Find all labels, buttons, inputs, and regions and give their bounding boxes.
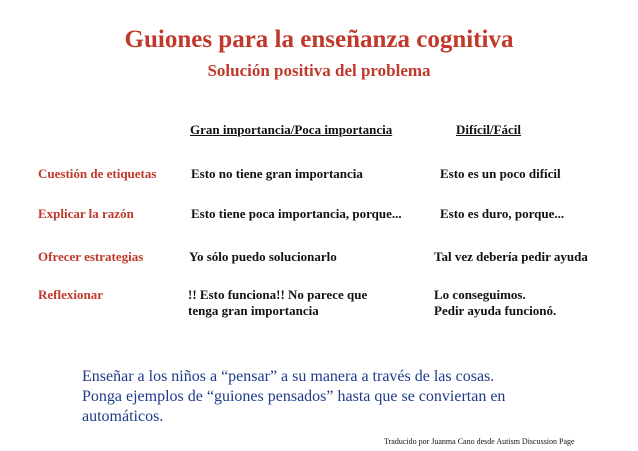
cell-line: Tal vez debería pedir ayuda bbox=[434, 249, 588, 264]
row-label-explicar-razon: Explicar la razón bbox=[38, 206, 134, 221]
column-header-importance: Gran importancia/Poca importancia bbox=[190, 122, 393, 137]
cell-line: Esto tiene poca importancia, porque... bbox=[191, 206, 402, 221]
cell-importance-4 bbox=[188, 287, 367, 319]
cell-line: Pedir ayuda funcionó. bbox=[434, 303, 557, 318]
teaching-note bbox=[82, 367, 552, 427]
cell-line: !! Esto funciona!! No parece que bbox=[188, 287, 368, 302]
column-header-difficulty: Difícil/Fácil bbox=[456, 122, 521, 137]
cell-line: Lo conseguimos. bbox=[434, 287, 526, 302]
slide-subtitle: Solución positiva del problema bbox=[207, 61, 431, 80]
note-line: automáticos. bbox=[82, 408, 164, 425]
note-line: Enseñar a los niños a “pensar” a su manera a través de las cosas. bbox=[82, 368, 495, 385]
cell-importance-2 bbox=[191, 206, 402, 222]
cell-difficulty-4 bbox=[434, 287, 556, 319]
cell-line: tenga gran importancia bbox=[188, 303, 319, 318]
cell-difficulty-3 bbox=[434, 249, 588, 265]
slide-title: Guiones para la enseñanza cognitiva bbox=[124, 26, 514, 53]
cell-difficulty-2 bbox=[440, 206, 564, 222]
note-line: Ponga ejemplos de “guiones pensados” hasta que se conviertan en bbox=[82, 388, 506, 405]
cell-line: Esto es un poco difícil bbox=[440, 166, 561, 181]
cell-difficulty-1 bbox=[440, 166, 561, 182]
row-label-ofrecer-estrategias: Ofrecer estrategias bbox=[38, 249, 144, 264]
translation-credit: Traducido por Juanma Cano desde Autism Discussion Page bbox=[384, 437, 575, 446]
cell-line: Esto no tiene gran importancia bbox=[191, 166, 363, 181]
cell-line: Esto es duro, porque... bbox=[440, 206, 565, 221]
row-label-cuestion-etiquetas: Cuestión de etiquetas bbox=[38, 166, 157, 181]
cell-importance-1 bbox=[191, 166, 363, 182]
cell-line: Yo sólo puedo solucionarlo bbox=[189, 249, 337, 264]
cell-importance-3 bbox=[189, 249, 337, 265]
row-label-reflexionar: Reflexionar bbox=[38, 287, 103, 302]
